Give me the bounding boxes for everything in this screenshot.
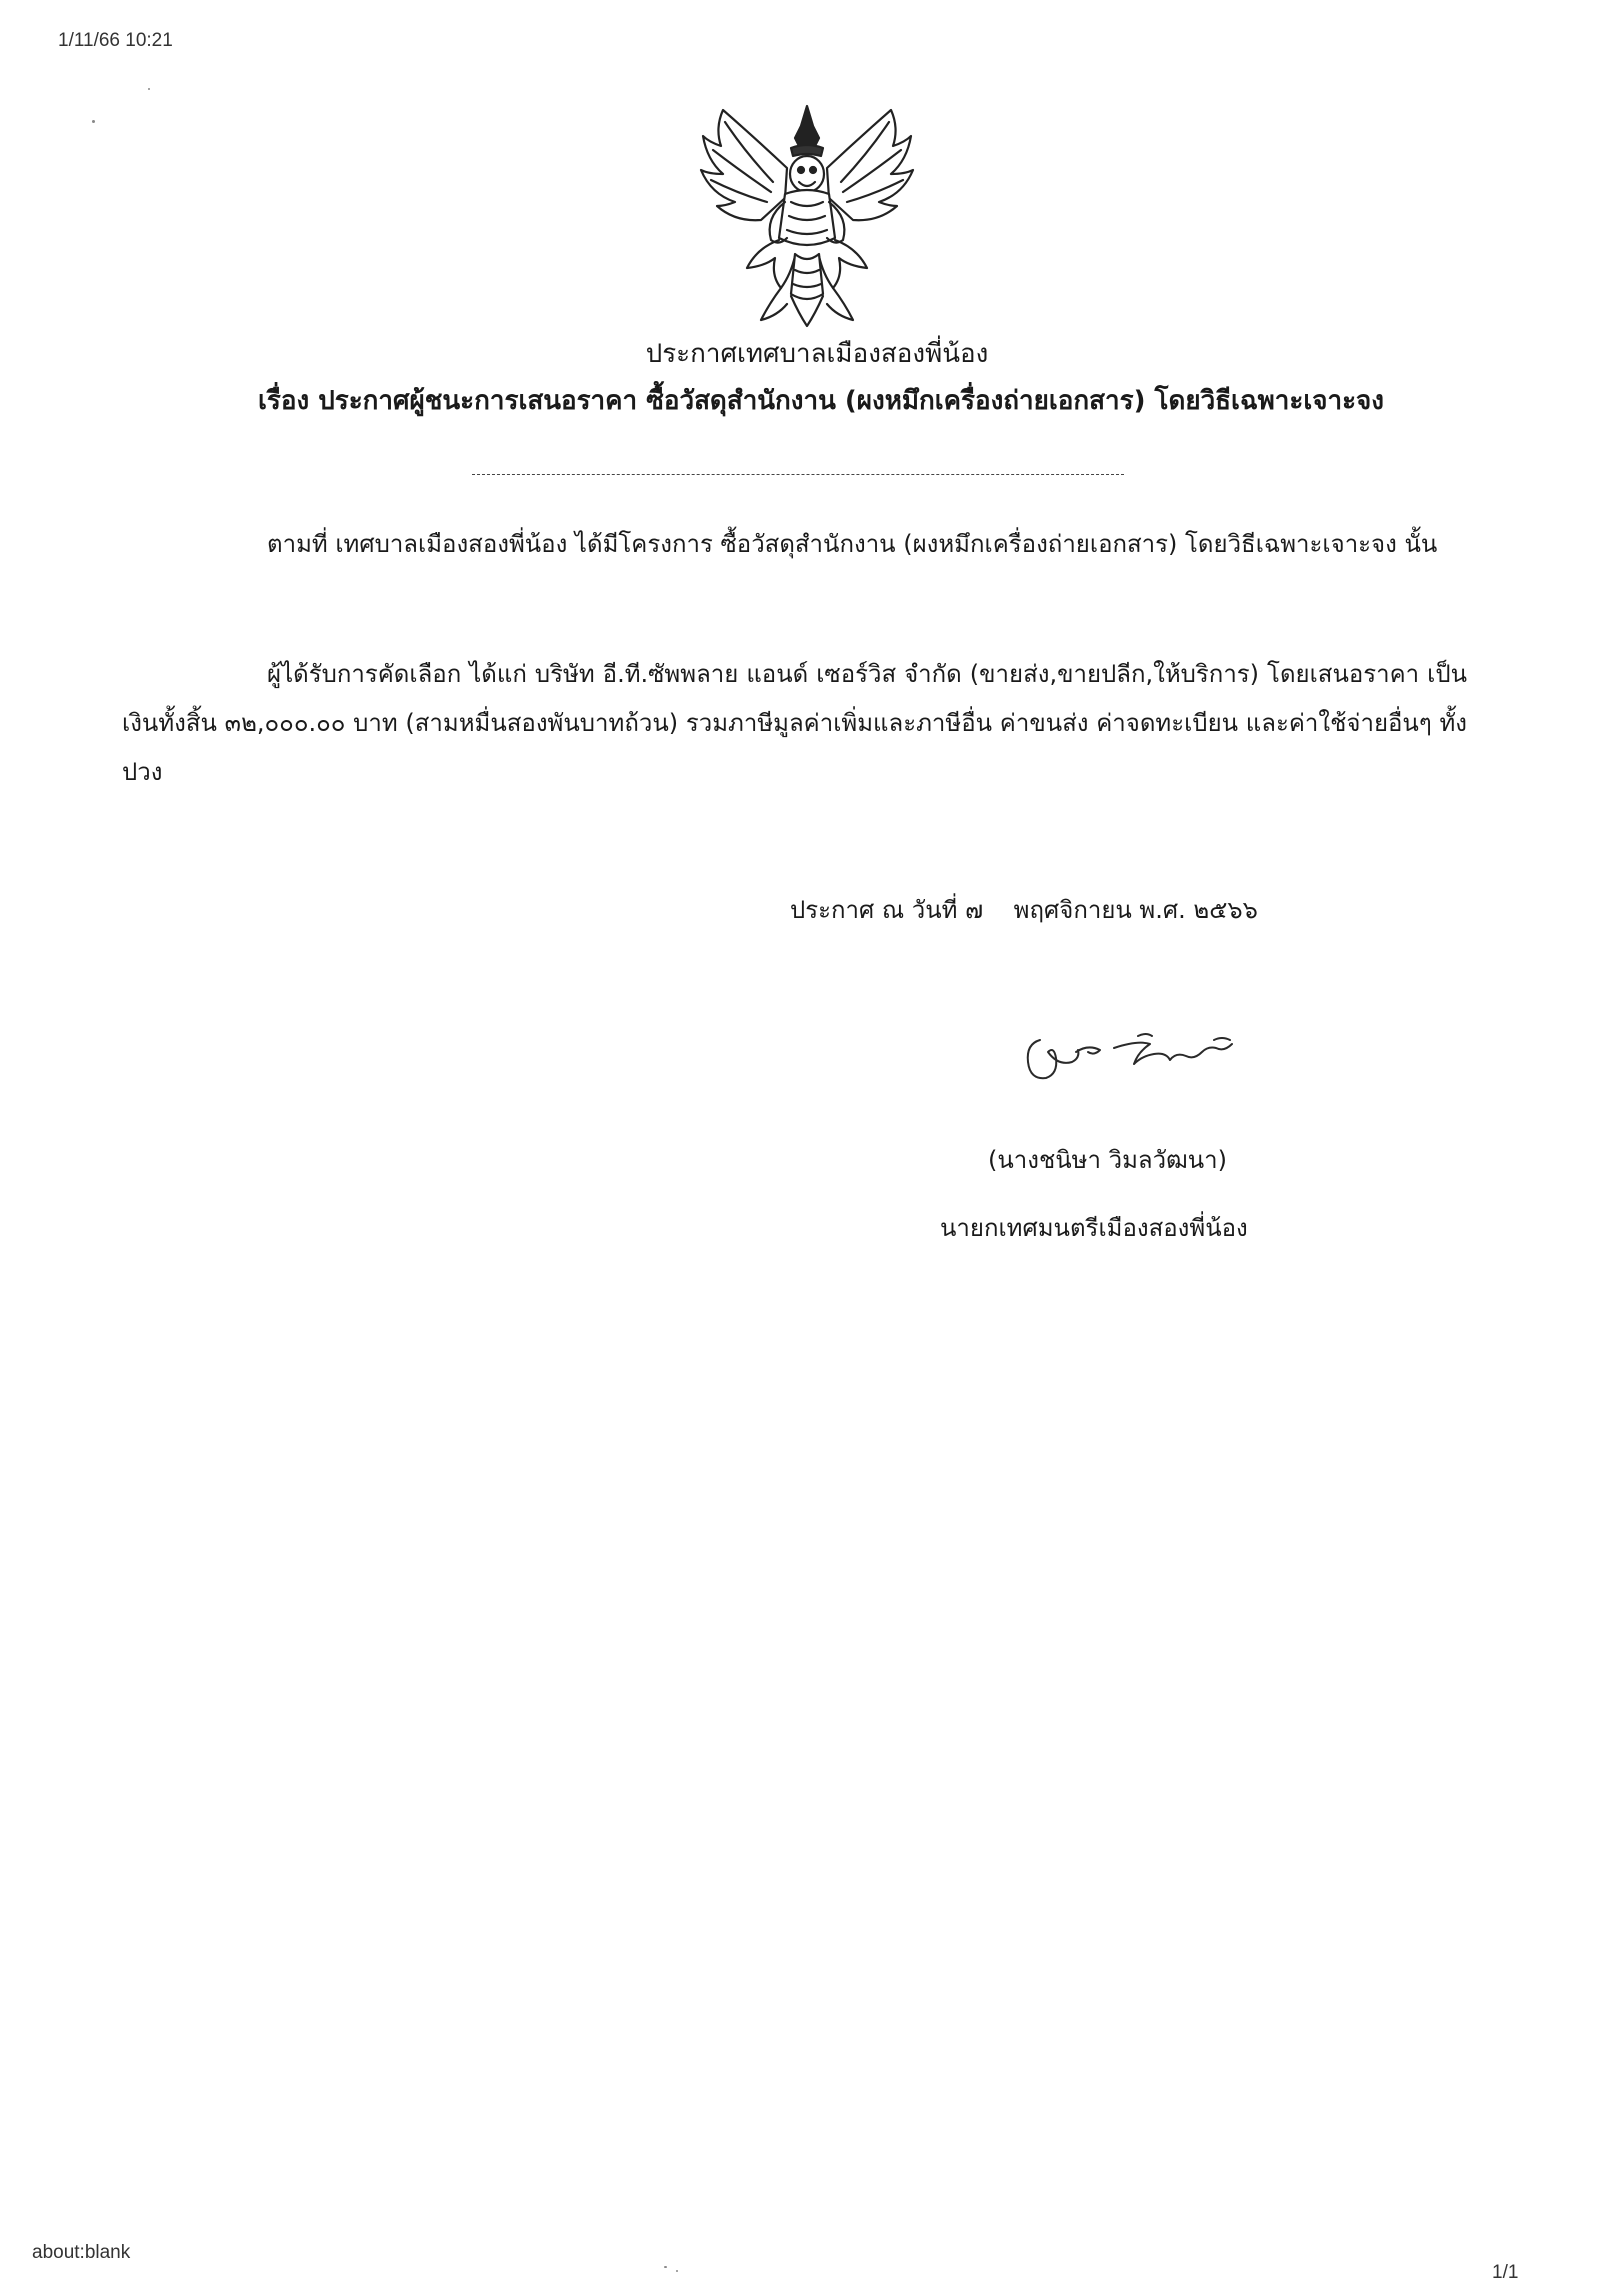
dashed-divider [472, 474, 1124, 475]
signatory-position: นายกเทศมนตรีเมืองสองพี่น้อง [940, 1214, 1248, 1242]
scan-speck [664, 2266, 667, 2268]
handwritten-signature [1018, 1022, 1248, 1092]
announcement-subject: เรื่อง ประกาศผู้ชนะการเสนอราคา ซื้อวัสดุสำนักงาน (ผงหมึกเครื่องถ่ายเอกสาร) โดยวิธีเฉพาะเจาะจง [258, 386, 1384, 416]
body-paragraph-project: ตามที่ เทศบาลเมืองสองพี่น้อง ได้มีโครงการ ซื้อวัสดุสำนักงาน (ผงหมึกเครื่องถ่ายเอกสาร) โดยวิธีเฉพาะเจาะจง นั้น [267, 530, 1438, 558]
scan-speck [676, 2270, 678, 2272]
announcement-date: ประกาศ ณ วันที่ ๗ พฤศจิกายน พ.ศ. ๒๕๖๖ [790, 896, 1258, 924]
garuda-emblem-icon [695, 98, 920, 333]
print-timestamp: 1/11/66 10:21 [58, 30, 173, 51]
announcement-issuer-title: ประกาศเทศบาลเมืองสองพี่น้อง [645, 339, 989, 369]
print-footer-page: 1/1 [1492, 2262, 1519, 2283]
print-footer-url: about:blank [32, 2242, 131, 2263]
scan-speck [92, 120, 95, 123]
scan-speck [148, 88, 150, 90]
body-paragraph-winner: ผู้ได้รับการคัดเลือก ได้แก่ บริษัท อี.ที.ซัพพลาย แอนด์ เซอร์วิส จำกัด (ขายส่ง,ขายปลีก,ให้บริการ) โดยเสนอราคา เป็นเงินทั้งสิ้น ๓๒,๐๐๐.๐๐ บาท (สามหมื่นสองพันบาทถ้วน) รวมภาษีมูลค่าเพิ่มและภาษีอื่น ค่าขนส่ง ค่าจดทะเบียน และค่าใช้จ่ายอื่นๆ ทั้งปวง [122, 660, 1467, 786]
signatory-name: (นางชนิษา วิมลวัฒนา) [988, 1146, 1227, 1174]
